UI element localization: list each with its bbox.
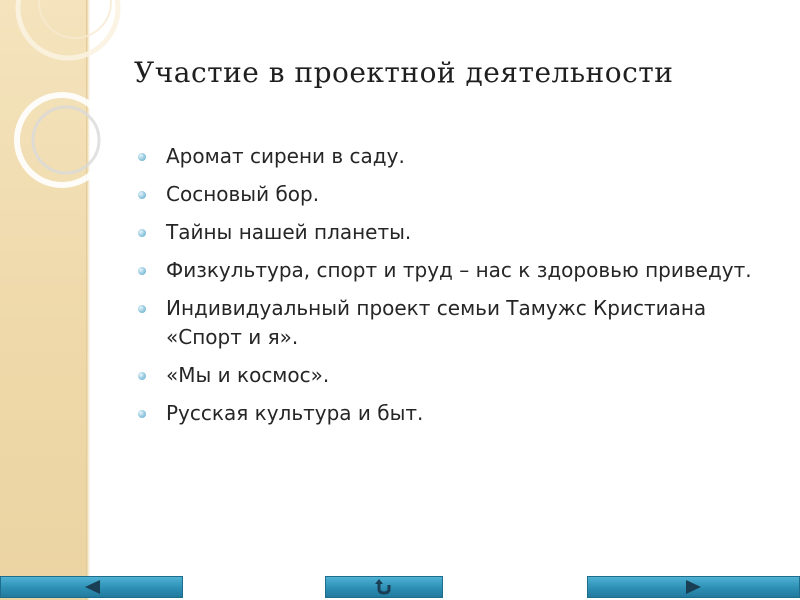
return-arrow-icon: [374, 578, 394, 596]
list-item: [138, 218, 768, 247]
bullet-icon: [138, 410, 146, 418]
bullet-list: [138, 142, 768, 437]
list-item: [138, 294, 768, 352]
bullet-icon: [138, 229, 146, 237]
slide-title: Участие в проектной деятельности: [134, 56, 674, 89]
list-item: [138, 142, 768, 171]
list-item: [138, 399, 768, 428]
arrow-left-icon: [82, 579, 102, 595]
decorative-circles-icon: [0, 0, 130, 220]
list-item-text: Физкультура, спорт и труд – нас к здоровью приведут.: [166, 258, 752, 282]
navigation-bar: [0, 572, 800, 600]
next-slide-button[interactable]: [587, 576, 800, 598]
list-item-text: Русская культура и быт.: [166, 401, 424, 425]
arrow-right-icon: [684, 579, 704, 595]
list-item-text: Аромат сирени в саду.: [166, 144, 405, 168]
list-item: [138, 256, 768, 285]
list-item: [138, 180, 768, 209]
list-item-text: Тайны нашей планеты.: [166, 220, 412, 244]
bullet-icon: [138, 267, 146, 275]
bullet-icon: [138, 153, 146, 161]
bullet-icon: [138, 372, 146, 380]
list-item: [138, 361, 768, 390]
list-item-text: Индивидуальный проект семьи Тамужс Кристиана «Спорт и я».: [166, 296, 707, 349]
list-item-text: «Мы и космос».: [166, 363, 330, 387]
list-item-text: Сосновый бор.: [166, 182, 320, 206]
bullet-icon: [138, 305, 146, 313]
bullet-icon: [138, 191, 146, 199]
previous-slide-button[interactable]: [0, 576, 183, 598]
return-button[interactable]: [325, 576, 443, 598]
